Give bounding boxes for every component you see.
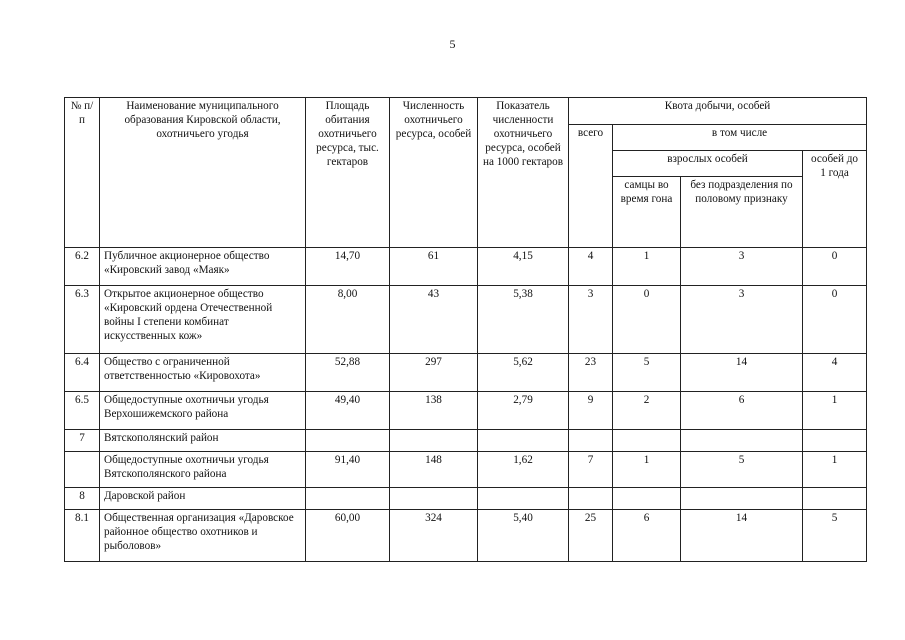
header-num: № п/п	[65, 98, 100, 248]
cell-num: 8	[65, 488, 100, 510]
table-row	[65, 354, 867, 392]
cell-area: 14,70	[306, 248, 390, 286]
cell-count	[390, 430, 478, 452]
cell-density	[478, 430, 569, 452]
cell-males-rut: 0	[613, 286, 681, 354]
cell-no-sex-division: 5	[681, 452, 803, 488]
header-juveniles: особей до 1 года	[803, 151, 867, 248]
header-including: в том числе	[613, 125, 867, 151]
table-row	[65, 248, 867, 286]
cell-density: 2,79	[478, 392, 569, 430]
cell-males-rut: 1	[613, 248, 681, 286]
cell-count: 148	[390, 452, 478, 488]
cell-total: 7	[569, 452, 613, 488]
cell-density: 5,38	[478, 286, 569, 354]
table-row	[65, 430, 867, 452]
cell-density: 4,15	[478, 248, 569, 286]
cell-no-sex-division: 3	[681, 286, 803, 354]
cell-juveniles: 0	[803, 286, 867, 354]
cell-name: Публичное акционерное общество «Кировский завод «Маяк»	[100, 248, 306, 286]
cell-num: 6.2	[65, 248, 100, 286]
cell-num: 7	[65, 430, 100, 452]
cell-total	[569, 430, 613, 452]
cell-no-sex-division: 3	[681, 248, 803, 286]
table-row	[65, 488, 867, 510]
cell-area: 91,40	[306, 452, 390, 488]
header-quota: Квота добычи, особей	[569, 98, 867, 125]
cell-count: 297	[390, 354, 478, 392]
cell-name: Общедоступные охотничьи угодья Верхошижемского района	[100, 392, 306, 430]
header-area: Площадь обитания охотничьего ресурса, тыс. гектаров	[306, 98, 390, 248]
cell-total: 25	[569, 510, 613, 562]
cell-name: Открытое акционерное общество «Кировский ордена Отечественной войны I степени комбинат искусственных кож»	[100, 286, 306, 354]
cell-num: 8.1	[65, 510, 100, 562]
cell-males-rut: 2	[613, 392, 681, 430]
table-row	[65, 510, 867, 562]
header-count: Численность охотничьего ресурса, особей	[390, 98, 478, 248]
cell-count: 43	[390, 286, 478, 354]
cell-area	[306, 430, 390, 452]
cell-num: 6.5	[65, 392, 100, 430]
cell-count: 61	[390, 248, 478, 286]
cell-total: 23	[569, 354, 613, 392]
cell-name: Вятскополянский район	[100, 430, 306, 452]
cell-males-rut: 5	[613, 354, 681, 392]
quota-table	[64, 97, 867, 562]
header-total: всего	[569, 125, 613, 248]
cell-males-rut: 6	[613, 510, 681, 562]
cell-name: Даровской район	[100, 488, 306, 510]
table-row	[65, 286, 867, 354]
cell-area: 8,00	[306, 286, 390, 354]
cell-total: 9	[569, 392, 613, 430]
cell-males-rut	[613, 488, 681, 510]
table-row	[65, 392, 867, 430]
cell-name: Общество с ограниченной ответственностью «Кировохота»	[100, 354, 306, 392]
cell-juveniles	[803, 488, 867, 510]
header-name: Наименование муниципального образования Кировской области, охотничьего угодья	[100, 98, 306, 248]
cell-total	[569, 488, 613, 510]
header-density: Показатель численности охотничьего ресурса, особей на 1000 гектаров	[478, 98, 569, 248]
cell-num: 6.4	[65, 354, 100, 392]
cell-no-sex-division	[681, 488, 803, 510]
cell-area: 49,40	[306, 392, 390, 430]
cell-density	[478, 488, 569, 510]
cell-total: 3	[569, 286, 613, 354]
cell-total: 4	[569, 248, 613, 286]
cell-name: Общедоступные охотничьи угодья Вятскополянского района	[100, 452, 306, 488]
header-adults: взрослых особей	[613, 151, 803, 177]
cell-juveniles: 1	[803, 392, 867, 430]
cell-area	[306, 488, 390, 510]
cell-no-sex-division: 14	[681, 354, 803, 392]
cell-juveniles: 1	[803, 452, 867, 488]
cell-area: 60,00	[306, 510, 390, 562]
header-no-sex-division: без подразделения по половому признаку	[681, 177, 803, 248]
cell-density: 1,62	[478, 452, 569, 488]
cell-count	[390, 488, 478, 510]
cell-no-sex-division	[681, 430, 803, 452]
cell-no-sex-division: 14	[681, 510, 803, 562]
cell-num	[65, 452, 100, 488]
table-row	[65, 452, 867, 488]
header-males-rut: самцы во время гона	[613, 177, 681, 248]
cell-juveniles: 5	[803, 510, 867, 562]
cell-name: Общественная организация «Даровское районное общество охотников и рыболовов»	[100, 510, 306, 562]
cell-area: 52,88	[306, 354, 390, 392]
cell-males-rut: 1	[613, 452, 681, 488]
cell-juveniles: 0	[803, 248, 867, 286]
cell-num: 6.3	[65, 286, 100, 354]
cell-juveniles: 4	[803, 354, 867, 392]
cell-density: 5,40	[478, 510, 569, 562]
cell-count: 324	[390, 510, 478, 562]
cell-count: 138	[390, 392, 478, 430]
page-number: 5	[449, 37, 456, 51]
cell-males-rut	[613, 430, 681, 452]
cell-no-sex-division: 6	[681, 392, 803, 430]
cell-density: 5,62	[478, 354, 569, 392]
cell-juveniles	[803, 430, 867, 452]
